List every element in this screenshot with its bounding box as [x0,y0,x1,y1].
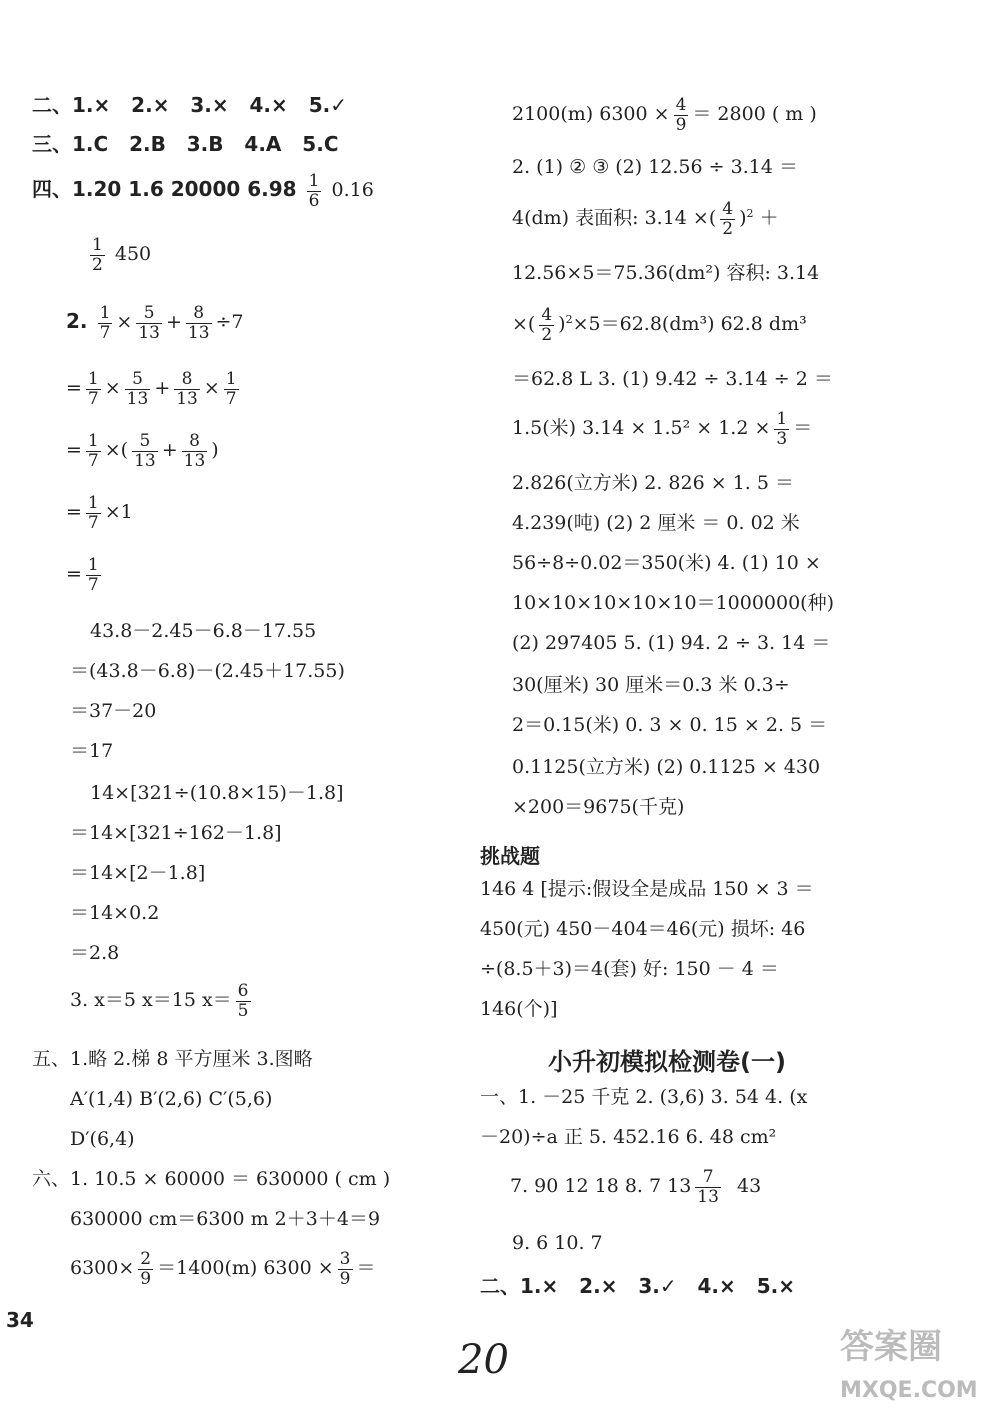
s4-line1-text: 四、1.20 1.6 20000 6.98 [32,177,297,202]
s3-q3: 3. [186,132,209,156]
r12: (2) 297405 5. (1) 94. 2 ÷ 3. 14 ＝ [512,632,831,654]
r10: 56÷8÷0.02＝350(米) 4. (1) 10 × [512,552,821,574]
r1a: 2100(m) 6300 × [512,103,670,126]
x5-q2: 2. [579,1274,601,1298]
frac-den: 13 [176,388,198,409]
frac-num: 3 [339,1249,351,1269]
calc-line: ＝2.8 [70,942,120,964]
frac-den: 7 [87,450,99,471]
left-s3-line [32,134,339,154]
s4-p3 [70,982,255,1020]
frac-den: 2 [92,254,103,275]
handwritten-number: 20 [458,1337,509,1383]
frac-den: 5 [237,1000,249,1021]
s2-q2: 2. [131,93,153,117]
fraction [720,200,735,238]
calc-line: ＝14×0.2 [70,902,160,924]
s2-q1: 1. [72,93,94,117]
fraction [132,432,158,470]
r15: 0.1125(立方米) (2) 0.1125 × 430 [512,756,821,778]
fraction [224,370,239,408]
op: × [203,377,220,400]
frac-den: 2 [541,324,553,345]
x5-q5: 5. [756,1274,779,1298]
calc-line: ＝17 [70,740,114,762]
op: + [161,439,178,462]
x5-q1: 1. [520,1274,542,1298]
fraction [695,1168,721,1206]
r9: 4.239(吨) (2) 2 厘米 ＝ 0. 02 米 [512,512,800,534]
s4-line2 [86,236,151,274]
calc-line: ＝(43.8－6.8)－(2.45＋17.55) [70,660,345,682]
s3-a4: A [265,132,282,156]
r4: 12.56×5＝75.36(dm²) 容积: 3.14 [512,262,820,284]
calc-line: ＝14×[2－1.8] [70,862,206,884]
s4-line1-tail: 0.16 [331,179,374,202]
frac-den: 6 [308,190,320,211]
frac-num: 1 [92,235,103,255]
s2-q4: 4. [249,93,272,117]
frac-num: 4 [675,95,687,115]
s2-a1: × [93,93,111,117]
x5-a1: × [541,1274,559,1298]
r5a: × [512,313,528,336]
s6-l3c: ＝ [356,1257,376,1280]
x5-a3: ✓ [659,1274,677,1298]
frac-num: 1 [225,369,237,389]
s4-expr2 [66,370,243,408]
r13: 30(厘米) 30 厘米＝0.3 米 0.3÷ [512,674,790,696]
frac-num: 7 [695,1168,721,1188]
frac-den: 13 [134,450,156,471]
frac-den: 13 [187,322,210,343]
frac-den: 7 [87,512,99,533]
calc-line: ＝14×[321÷162－1.8] [70,822,282,844]
op: + [165,311,182,334]
s5-line1: 五、1.略 2.梯 8 平方厘米 3.图略 [32,1048,313,1070]
fraction [174,370,200,408]
exam-s2-line [480,1276,795,1296]
p2-label: 2. [66,309,88,334]
fraction [86,494,101,532]
r5: ×( $\frac{4}{2}$ )$^2$×5＝62.8(dm³) 62.8 dm³ [512,305,807,345]
frac-num: 8 [186,304,212,324]
p3-text: 3. x＝5 x＝15 x＝ [70,989,232,1012]
frac-den: 13 [126,388,149,409]
eq: = [66,563,82,586]
s3-a2: B [150,132,166,156]
challenge-line: ÷(8.5＋3)＝4(套) 好: 150 － 4 ＝ [480,958,779,980]
s4-line1 [32,172,374,210]
op: ×( [104,439,129,462]
frac-num: 4 [722,199,734,219]
op: × [104,377,121,400]
s4-expr5 [66,556,105,594]
s2-label: 二、 [32,93,72,117]
x5-q4: 4. [697,1274,720,1298]
frac-num: 1 [308,171,320,191]
s4-expr1 [66,304,244,342]
frac-num: 5 [125,370,151,390]
op: × [116,311,133,334]
s3-a3: B [208,132,224,156]
s6-line2: 630000 cm＝6300 m 2＋3＋4＝9 [70,1208,381,1230]
s5-line2: A′(1,4) B′(2,6) C′(5,6) [70,1088,273,1110]
left-s2-line [32,95,347,115]
r1b: ＝ 2800 ( m ) [692,103,817,126]
r3: 4(dm) 表面积: 3.14 ×( $\frac{4}{2}$ )$^2$ ＋ [512,199,779,239]
exam-line: －20)÷a 正 5. 452.16 6. 48 cm² [480,1126,777,1148]
r6: ＝62.8 L 3. (1) 9.42 ÷ 3.14 ÷ 2 ＝ [512,368,833,390]
frac-num: 1 [87,555,99,575]
x5-label: 二、 [480,1274,520,1298]
s3-a5: C [323,132,339,156]
frac-num: 4 [541,305,553,325]
r7 [512,410,812,448]
s4-expr3 [66,432,219,470]
r1 [512,96,817,134]
op: ) [211,439,219,462]
r16: ×200＝9675(千克) [512,796,685,818]
r5b: ×5＝62.8(dm³) 62.8 dm³ [572,313,807,336]
x3b: 43 [737,1175,762,1198]
frac-den: 2 [722,218,734,239]
x5-a4: × [719,1274,736,1298]
s4-line2-tail: 450 [114,243,152,266]
op: ×1 [104,501,133,524]
frac-num: 1 [776,409,788,429]
fraction [86,556,101,594]
exam-line: 一、1. －25 千克 2. (3,6) 3. 54 4. (x [480,1086,808,1108]
fraction [86,370,101,408]
fraction [674,96,689,134]
frac-den: 13 [697,1186,719,1207]
fraction [186,304,212,342]
r2: 2. (1) ② ③ (2) 12.56 ÷ 3.14 ＝ [512,156,798,178]
x5-q3: 3. [638,1274,660,1298]
fraction [539,306,554,344]
s3-q1: 1. [72,132,94,156]
frac-num: 1 [87,493,99,513]
s6-line1: 六、1. 10.5 × 60000 ＝ 630000 ( cm ) [32,1168,391,1190]
r14: 2＝0.15(米) 0. 3 × 0. 15 × 2. 5 ＝ [512,714,828,736]
s2-a3: × [211,93,229,117]
exam-line: 9. 6 10. 7 [512,1232,603,1254]
frac-den: 7 [225,388,237,409]
x3a: 7. 90 12 18 8. 7 13 [510,1175,692,1198]
watermark-logo: 答案圈 [840,1327,942,1367]
frac-den: 9 [675,114,687,135]
frac-den: 7 [87,388,99,409]
s2-a2: × [152,93,170,117]
exam-line-3 [510,1168,761,1206]
r8: 2.826(立方米) 2. 826 × 1. 5 ＝ [512,472,794,494]
frac-den: 13 [138,322,160,343]
s5-line3: D′(6,4) [70,1128,135,1150]
fraction [236,982,251,1020]
fraction [90,236,105,274]
frac-num: 1 [87,369,99,389]
x5-a2: × [600,1274,618,1298]
challenge-line: 146(个)] [480,998,558,1020]
frac-num: 6 [237,981,249,1001]
r7b: ＝ [793,417,813,440]
frac-num: 5 [132,432,158,452]
s3-a1: C [93,132,109,156]
frac-den: 9 [140,1268,152,1289]
s6-line3 [70,1250,376,1288]
op: ÷7 [215,311,244,334]
x5-a5: × [778,1274,795,1298]
frac-den: 13 [183,450,206,471]
fraction [774,410,789,448]
fraction [138,1250,153,1288]
fraction [125,370,151,408]
r3a: 4(dm) 表面积: 3.14 × [512,207,709,230]
fraction [136,304,162,342]
frac-den: 7 [87,574,99,595]
exam-title: 小升初模拟检测卷(一) [548,1048,786,1076]
fraction [338,1250,353,1288]
challenge-line: 450(元) 450－404＝46(元) 损坏: 46 [480,918,806,940]
calc-line: ＝37－20 [70,700,157,722]
frac-num: 8 [174,370,200,390]
frac-den: 7 [99,322,111,343]
s4-expr4 [66,494,133,532]
op: + [154,377,171,400]
fraction [86,432,101,470]
s3-q4: 4. [244,132,266,156]
eq: = [66,377,82,400]
s2-q3: 3. [190,93,212,117]
r7a: 1.5(米) 3.14 × 1.5² × 1.2 × [512,417,771,440]
eq: = [66,501,82,524]
s3-q5: 5. [302,132,324,156]
challenge-title: 挑战题 [480,844,540,868]
frac-den: 9 [339,1268,351,1289]
s6-l3b: ＝1400(m) 6300 × [157,1257,334,1280]
s2-q5: 5. [308,93,331,117]
frac-num: 2 [140,1249,152,1269]
calc-line: 43.8－2.45－6.8－17.55 [90,620,317,642]
s2-a4: × [271,93,288,117]
eq: = [66,439,82,462]
calc-line: 14×[321÷(10.8×15)－1.8] [90,782,344,804]
frac-den: 3 [776,428,788,449]
watermark-url: MXQE.COM [840,1378,978,1403]
r11: 10×10×10×10×10＝1000000(种) [512,592,835,614]
s3-label: 三、 [32,132,72,156]
frac-num: 1 [99,303,111,323]
fraction [307,172,322,210]
page-number: 34 [6,1308,34,1332]
s3-q2: 2. [129,132,151,156]
s6-l3a: 6300× [70,1257,135,1280]
challenge-line: 146 4 [提示:假设全是成品 150 × 3 ＝ [480,878,814,900]
r3b: ＋ [759,207,779,230]
s2-a5: ✓ [330,93,347,117]
frac-num: 1 [87,431,99,451]
fraction [182,432,208,470]
frac-num: 8 [182,432,208,452]
fraction [98,304,113,342]
frac-num: 5 [136,304,162,324]
